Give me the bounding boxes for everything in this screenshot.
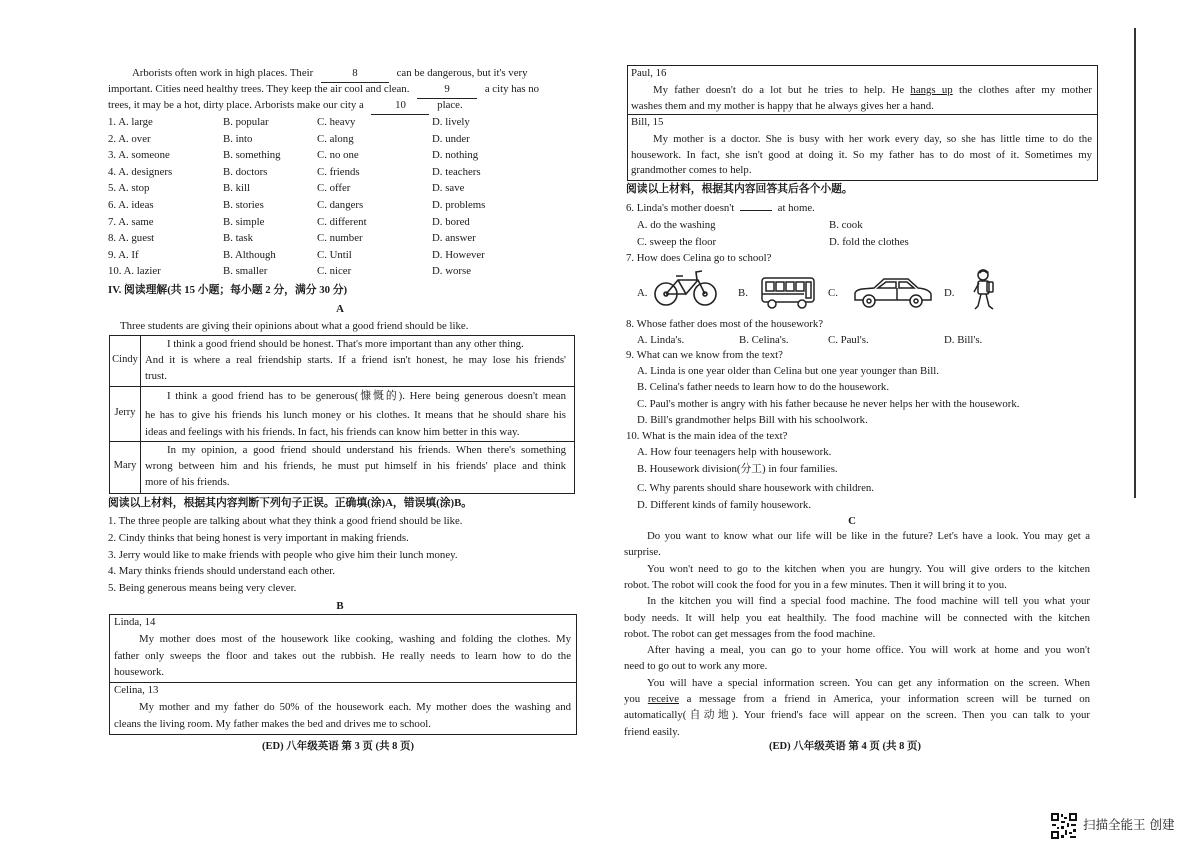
question-10: 10. What is the main idea of the text? (626, 430, 788, 442)
entry-line: My mother does most of the housework like cooking, washing and folding the clothes. My (139, 633, 571, 645)
opinion-line: I think a good friend should be honest. That's more important than any other thing. (167, 338, 524, 350)
entry-name: Celina, 13 (114, 684, 159, 696)
part-a-intro: Three students are giving their opinions about what a good friend should be like. (120, 320, 469, 332)
entry-line: My mother is a doctor. She is busy with her work every day, so she has little time to do the (653, 133, 1092, 145)
page-footer: (ED) 八年级英语 第 3 页 (共 8 页) (262, 741, 414, 752)
option: C. (828, 287, 838, 299)
walking-person-icon (970, 268, 998, 312)
entry-line: cleans the living room. My father makes the bed and drives me to school. (114, 718, 431, 730)
opinion-line: more of his friends. (145, 476, 230, 488)
car-icon (852, 276, 934, 310)
question-6: 6. Linda's mother doesn't at home. (626, 202, 815, 214)
opinion-line: trust. (145, 370, 167, 382)
opinion-line: And it is where a real friendship starts. If a friend isn't honest, he may lose his friends' (145, 354, 566, 366)
option: A. (637, 287, 648, 299)
opinion-line: wrong between him and his friends, he must put himself in his friends' place and think (145, 460, 566, 472)
option: B. cook (829, 219, 863, 231)
entry-line: housework. In fact, she isn't good at doing it. So my father has to do most of it. Sometimes my (631, 149, 1092, 161)
entry-line: grandmother comes to help. (631, 164, 752, 176)
tf-question: 5. Being generous means being very clever. (108, 582, 297, 594)
part-a-instruction: 阅读以上材料，根据其内容判断下列句子正误。正确填(涂)A，错误填(涂)B。 (108, 497, 473, 509)
opinion-line: he has to give his friends his lunch money or his clothes. It means that he should share his (145, 409, 566, 421)
option: C. Paul's mother is angry with his father because he never helps her with the housework. (637, 398, 1020, 410)
option: B. Celina's father needs to learn how to do the housework. (637, 381, 890, 393)
option: A. do the washing (637, 219, 716, 231)
entry-line: My mother and my father do 50% of the housework each. My mother does the washing and (139, 701, 571, 713)
passage-line: surprise. (624, 546, 661, 559)
tf-question: 2. Cindy thinks that being honest is very important in making friends. (108, 532, 409, 544)
entry-name: Linda, 14 (114, 616, 156, 628)
page-footer: (ED) 八年级英语 第 4 页 (共 8 页) (769, 741, 921, 752)
opinion-line: In my opinion, a good friend should understand his friends. When there's something (167, 444, 566, 456)
question-7: 7. How does Celina go to school? (626, 252, 772, 264)
scanner-watermark (1050, 812, 1190, 840)
entry-line: washes them and my mother is happy that he always gives her a hand. (631, 100, 934, 112)
student-name: Jerry (114, 407, 136, 418)
option: C. sweep the floor (637, 236, 717, 248)
option: A. How four teenagers help with housework. (637, 446, 832, 458)
passage-line: need to go out to work any more. (624, 660, 768, 673)
student-name: Cindy (112, 354, 138, 365)
entry-line: My father doesn't do a lot but he tries to help. He hangs up the clothes after my mother (653, 84, 1092, 96)
underlined-phrase: hangs up (910, 84, 953, 96)
underlined-word: receive (647, 693, 679, 705)
passage-line: robot. The robot can get messages from the food machine. (624, 627, 876, 640)
tf-question: 3. Jerry would like to make friends with people who give him their lunch money. (108, 549, 458, 561)
passage-line: automatically(自动地). Your friend's face will appear on the screen. Then you can talk to your (624, 709, 1090, 722)
passage-line: robot. The robot will cook the food for you in a few minutes. Then it will bring it to you. (624, 578, 1007, 591)
option: A. Linda is one year older than Celina but one year younger than Bill. (637, 365, 939, 377)
entry-line: housework. (114, 666, 165, 678)
option: B. Housework division(分工) in four families. (637, 463, 838, 475)
student-name: Mary (113, 460, 137, 471)
option: D. Bill's grandmother helps Bill with his schoolwork. (637, 414, 868, 426)
entry-line: father only sweeps the floor and takes out the rubbish. He really needs to learn how to do the (114, 650, 571, 662)
passage-line: friend easily. (624, 725, 680, 738)
passage-line: After having a meal, you can go to your home office. You will work at home and you won't (647, 644, 1090, 657)
tf-question: 4. Mary thinks friends should understand each other. (108, 565, 335, 577)
opinion-line: ideas and feelings with his friends. In fact, his friends can know him better in this way. (145, 426, 520, 438)
passage-line: You won't need to go to the kitchen when you are hungry. You will give orders to the kitchen (647, 562, 1090, 575)
passage-line: Do you want to know what our life will be like in the future? Let's have a look. You may get a (647, 530, 1090, 542)
part-c-label: C (848, 515, 856, 527)
answer-blank: 8 (321, 65, 389, 83)
answer-blank: 9 (417, 81, 477, 99)
option: A. Linda's. (637, 334, 685, 346)
option: B. Celina's. (739, 334, 789, 346)
passage-line: body needs. It will help you eat healthily. The food machine will be connected with the kitchen (624, 611, 1090, 624)
part-b-instruction: 阅读以上材料，根据其内容回答其后各个小题。 (626, 183, 853, 195)
option: D. (944, 287, 955, 299)
bicycle-icon (654, 268, 718, 308)
option: D. Different kinds of family housework. (637, 499, 812, 511)
passage-line: you receive a message from a friend in America, your information screen will be turned on (624, 693, 1090, 705)
entry-name: Bill, 15 (631, 116, 664, 128)
passage-line: You will have a special information screen. You can get any information on the screen. When (647, 676, 1090, 689)
watermark-text: 扫描全能王 创建 (1083, 817, 1175, 832)
option: B. (738, 287, 748, 299)
option: D. fold the clothes (829, 236, 909, 248)
tf-question: 1. The three people are talking about what they think a good friend should be like. (108, 515, 463, 527)
bus-icon (760, 276, 816, 310)
option: C. Paul's. (828, 334, 869, 346)
qr-code-icon (1050, 812, 1078, 840)
question-9: 9. What can we know from the text? (626, 349, 783, 361)
entry-name: Paul, 16 (631, 67, 667, 79)
opinion-line: I think a good friend has to be generous(慷慨的). Here being generous doesn't mean (167, 390, 566, 402)
answer-blank: 10 (371, 97, 429, 115)
part-a-label: A (336, 303, 344, 315)
cloze-line: Arborists often work in high places. Their 8 can be dangerous, but it's very (132, 65, 528, 83)
passage-line: In the kitchen you will find a special food machine. The food machine will tell you what your (647, 595, 1090, 608)
question-8: 8. Whose father does most of the housework? (626, 318, 824, 330)
cloze-line: trees, it may be a hot, dirty place. Arborists make our city a 10 place. (108, 97, 463, 115)
part-c-passage (624, 528, 1090, 740)
option: C. Why parents should share housework with children. (637, 482, 874, 494)
part-b-label: B (336, 600, 344, 612)
cloze-line: important. Cities need healthy trees. They keep the air cool and clean. 9 a city has no (108, 81, 539, 99)
scan-edge (1134, 28, 1136, 498)
option: D. Bill's. (944, 334, 983, 346)
section-title: IV. 阅读理解(共 15 小题；每小题 2 分，满分 30 分) (108, 284, 348, 296)
